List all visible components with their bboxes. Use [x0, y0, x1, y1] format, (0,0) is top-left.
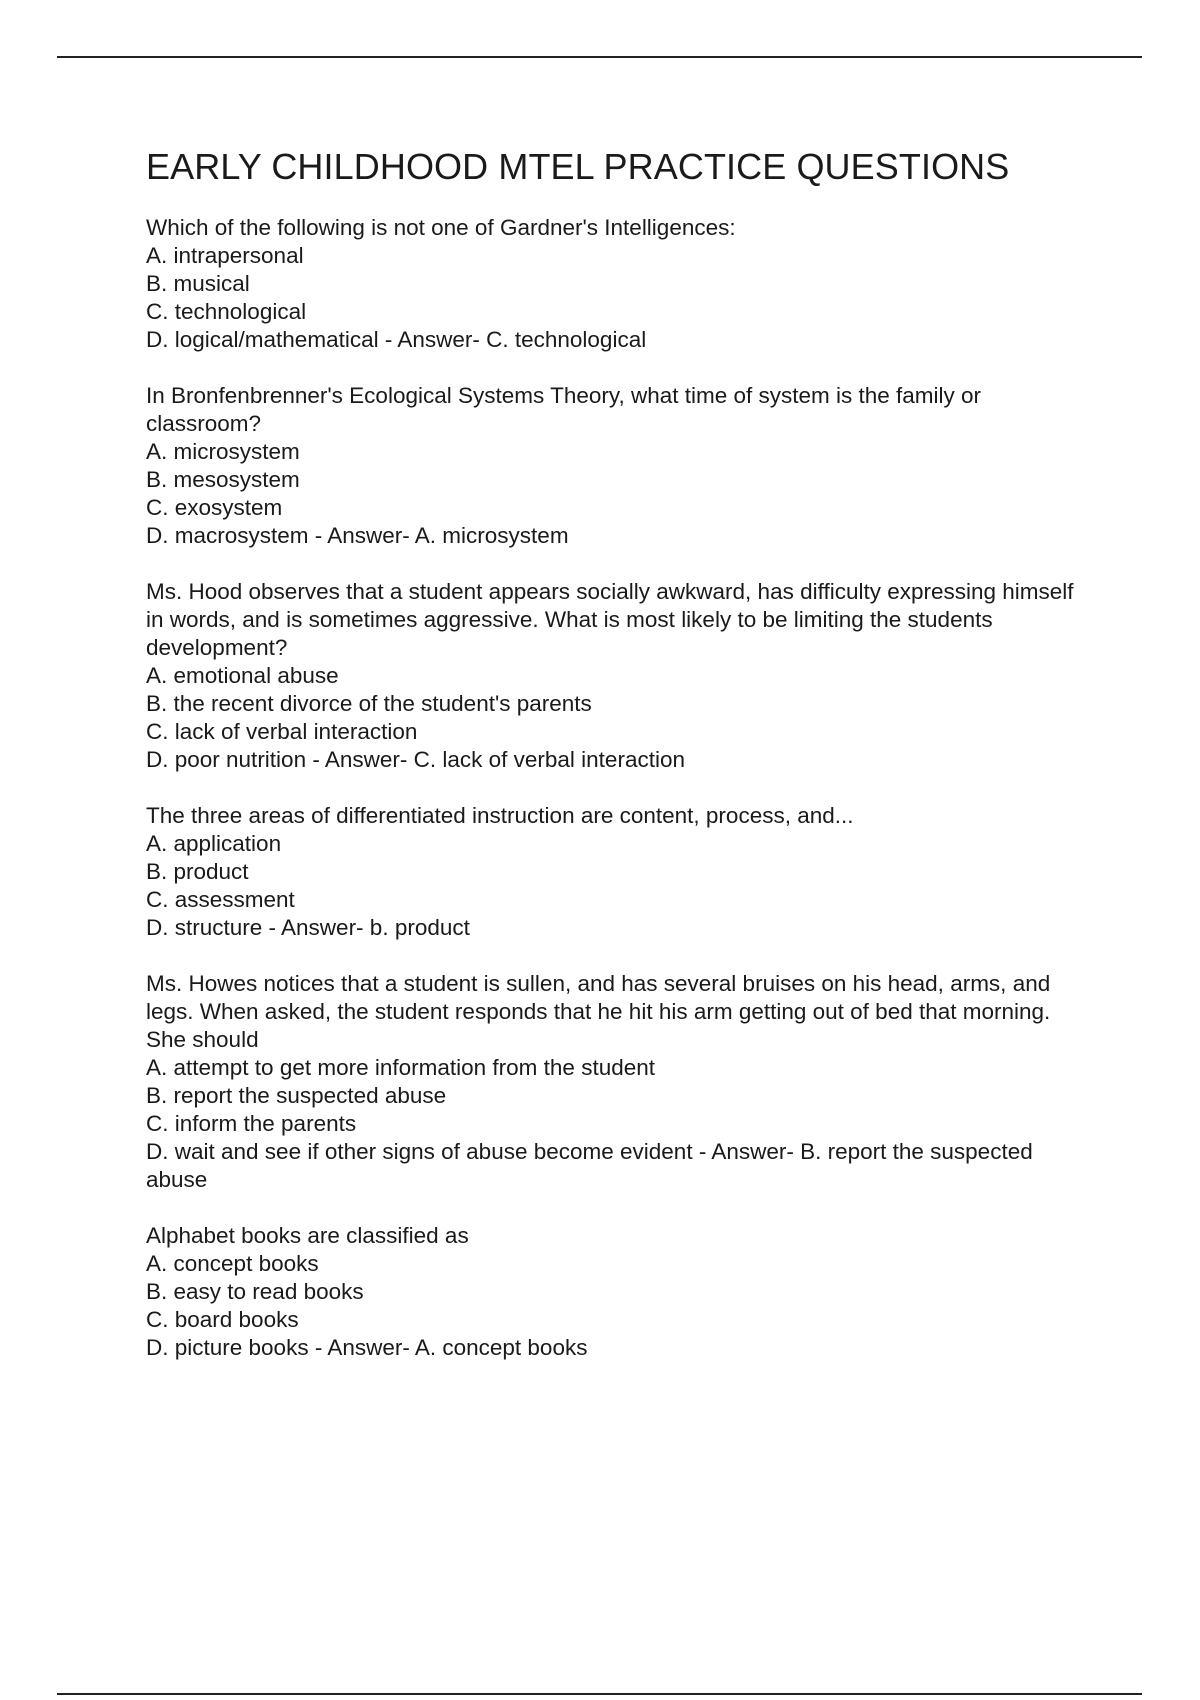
answer-option: B. mesosystem [146, 467, 300, 492]
answer-option: B. easy to read books [146, 1279, 364, 1304]
answer-option: D. structure - Answer- b. product [146, 915, 470, 940]
question-text: Ms. Howes notices that a student is sullen, and has several bruises on his head, arms, and legs. When asked, the student responds that he hit his arm getting out of bed that morning. She should [146, 971, 1051, 1052]
answer-option: D. logical/mathematical - Answer- C. technological [146, 327, 647, 352]
question-text: The three areas of differentiated instruction are content, process, and... [146, 803, 854, 828]
question-text: Which of the following is not one of Gardner's Intelligences: [146, 215, 736, 240]
answer-option: C. exosystem [146, 495, 283, 520]
document-body [146, 142, 1086, 1390]
answer-option: D. picture books - Answer- A. concept books [146, 1335, 588, 1360]
answer-option: A. application [146, 831, 282, 856]
answer-option: B. report the suspected abuse [146, 1083, 447, 1108]
question-text: Ms. Hood observes that a student appears socially awkward, has difficulty expressing himself in words, and is sometimes aggressive. What is most likely to be limiting the students development? [146, 579, 1074, 660]
document-title: EARLY CHILDHOOD MTEL PRACTICE QUESTIONS [146, 146, 1010, 187]
answer-option: C. inform the parents [146, 1111, 357, 1136]
answer-option: C. lack of verbal interaction [146, 719, 418, 744]
question-block [146, 1222, 1086, 1362]
answer-option: D. poor nutrition - Answer- C. lack of verbal interaction [146, 747, 685, 772]
bottom-rule [57, 1693, 1142, 1695]
question-block [146, 214, 1086, 354]
answer-option: A. microsystem [146, 439, 300, 464]
answer-option: D. wait and see if other signs of abuse become evident - Answer- B. report the suspected abuse [146, 1139, 1033, 1192]
question-block [146, 802, 1086, 942]
answer-option: B. musical [146, 271, 250, 296]
top-rule [57, 56, 1142, 58]
answer-option: A. emotional abuse [146, 663, 339, 688]
answer-option: A. concept books [146, 1251, 319, 1276]
answer-option: A. intrapersonal [146, 243, 304, 268]
question-text: In Bronfenbrenner's Ecological Systems Theory, what time of system is the family or classroom? [146, 383, 982, 436]
answer-option: C. assessment [146, 887, 295, 912]
answer-option: B. the recent divorce of the student's parents [146, 691, 592, 716]
question-block [146, 578, 1086, 774]
question-text: Alphabet books are classified as [146, 1223, 469, 1248]
answer-option: C. technological [146, 299, 307, 324]
question-block [146, 382, 1086, 550]
answer-option: B. product [146, 859, 249, 884]
answer-option: C. board books [146, 1307, 299, 1332]
answer-option: A. attempt to get more information from the student [146, 1055, 655, 1080]
answer-option: D. macrosystem - Answer- A. microsystem [146, 523, 569, 548]
question-block [146, 970, 1086, 1194]
